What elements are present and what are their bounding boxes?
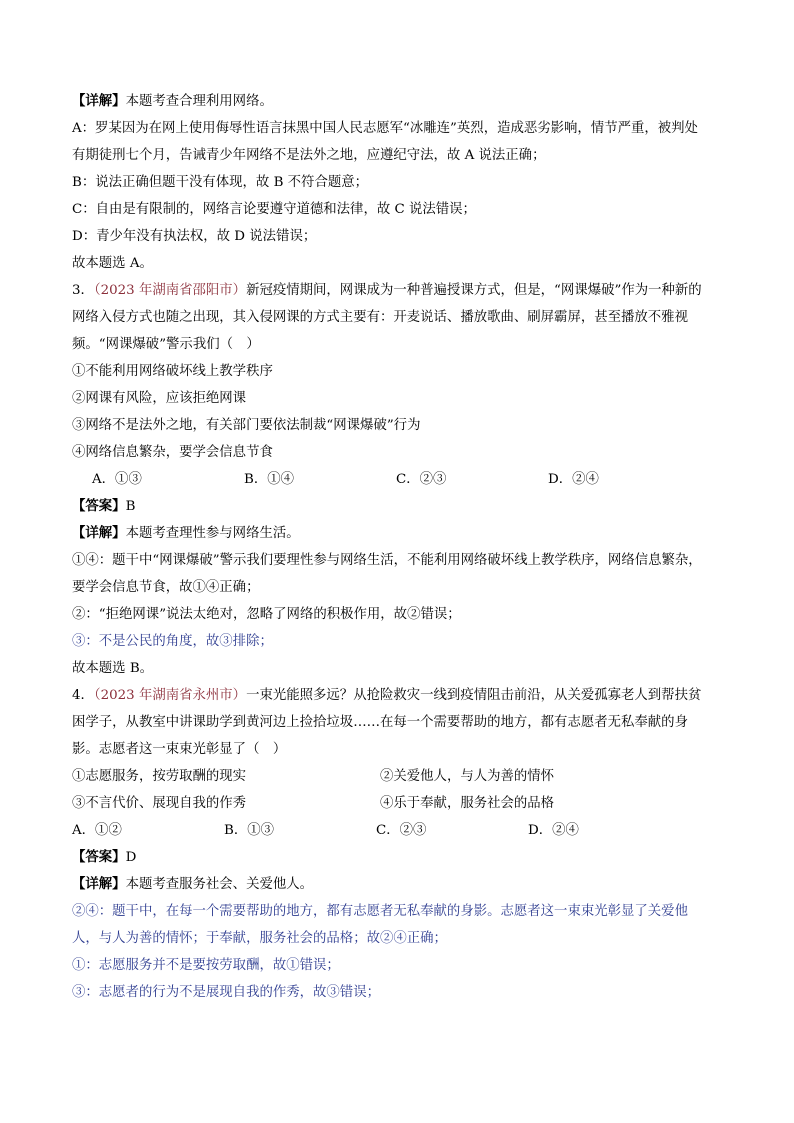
q3-answer	[72, 493, 732, 520]
q4-detail-line3: ①：志愿服务并不是要按劳取酬，故①错误；	[72, 958, 340, 973]
q3-detail-line4: ③：不是公民的角度，故③排除；	[72, 634, 273, 649]
q2-line-a2: 有期徒刑七个月，告诫青少年网络不是法外之地，应遵纪守法，故 A 说法正确；	[72, 148, 546, 163]
q3-detail-line2: 要学会信息节食，故①④正确；	[72, 580, 260, 595]
q3-stem-line2: 网络入侵方式也随之出现，其入侵网课的方式主要有：开麦说话、播放歌曲、刷屏霸屏，甚至播放不雅视	[72, 310, 688, 325]
q3-detail-line1: ①④：题干中“网课爆破”警示我们要理性参与网络生活，不能利用网络破坏线上教学秩序，网络信息繁杂，	[72, 553, 702, 568]
q4-option-b: B．①③	[224, 823, 275, 838]
q2-line-d: D：青少年没有执法权，故 D 说法错误；	[72, 229, 317, 244]
q2-line-a1: A：罗某因为在网上使用侮辱性语言抹黑中国人民志愿军“冰雕连”英烈，造成恶劣影响，情节严重，被判处	[72, 121, 698, 136]
q3-stem-line3: 频。“网课爆破”警示我们（ ）	[72, 337, 260, 352]
q4-detail-line4: ③：志愿者的行为不是展现自我的作秀，故③错误；	[72, 985, 380, 1000]
q4-detail-line1: ②④：题干中，在每一个需要帮助的地方，都有志愿者无私奉献的身影。志愿者这一束束光彰显了关爱他	[72, 904, 688, 919]
q4-stem-line3: 影。志愿者这一束束光彰显了（ ）	[72, 742, 287, 757]
q4-answer-value: D	[125, 850, 137, 865]
q3-conclusion: 故本题选 B。	[72, 661, 154, 676]
q3-number: 3．	[72, 283, 94, 298]
q4-option-a: A．①②	[72, 823, 122, 838]
q4-source: （2023 年湖南省永州市）	[93, 688, 247, 703]
q4-detail-text: 本题考查服务社会、关爱他人。	[125, 877, 314, 892]
q3-answer-value: B	[125, 499, 136, 514]
q4-answer-label: 【答案】	[72, 849, 126, 865]
q2-line-c: C：自由是有限制的，网络言论要遵守道德和法律，故 C 说法错误；	[72, 202, 476, 217]
q4-stem-text1: 一束光能照多远？从抢险救灾一线到疫情阻击前沿，从关爱孤寡老人到帮扶贫	[246, 688, 702, 703]
q3-detail-text: 本题考查理性参与网络生活。	[125, 526, 300, 541]
q3-option-a: A．①③	[92, 472, 142, 487]
q3-stem-line1	[72, 277, 732, 304]
q4-statements-row1	[72, 763, 732, 790]
q4-stem-line2: 困学子，从教室中讲课助学到黄河边上捡拾垃圾……在每一个需要帮助的地方，都有志愿者无私奉献的身	[72, 715, 688, 730]
q3-statement-2: ②网课有风险，应该拒绝网课	[72, 391, 247, 406]
q4-detail-label: 【详解】	[72, 876, 126, 892]
q3-answer-label: 【答案】	[72, 498, 126, 514]
q4-detail-line2: 人，与人为善的情怀；于奉献，服务社会的品格；故②④正确；	[72, 931, 447, 946]
document-page	[72, 88, 732, 1006]
q2-detail-text: 本题考查合理利用网络。	[125, 94, 273, 109]
q2-conclusion: 故本题选 A。	[72, 256, 153, 271]
q2-line-b: B：说法正确但题干没有体现，故 B 不符合题意；	[72, 175, 369, 190]
q3-detail-heading	[72, 520, 732, 547]
q3-detail-label: 【详解】	[72, 525, 126, 541]
q4-answer	[72, 844, 732, 871]
q4-statement-3: ③不言代价、展现自我的作秀	[72, 796, 247, 811]
q3-statement-1: ①不能利用网络破坏线上教学秩序	[72, 364, 273, 379]
q4-detail-heading	[72, 871, 732, 898]
q2-detail-label: 【详解】	[72, 93, 126, 109]
q2-detail-heading	[72, 88, 732, 115]
q3-option-c: C．②③	[396, 472, 447, 487]
q4-option-d: D．②④	[528, 823, 579, 838]
q3-detail-line3: ②：“拒绝网课”说法太绝对，忽略了网络的积极作用，故②错误；	[72, 607, 461, 622]
q3-statement-3: ③网络不是法外之地，有关部门要依法制裁“网课爆破”行为	[72, 418, 421, 433]
q4-number: 4．	[72, 688, 94, 703]
q3-stem-text1: 新冠疫情期间，网课成为一种普遍授课方式，但是，“网课爆破”作为一种新的	[246, 283, 702, 298]
q4-statement-2: ②关爱他人，与人为善的情怀	[380, 769, 555, 784]
q4-stem-line1	[72, 682, 732, 709]
q3-statement-4: ④网络信息繁杂，要学会信息节食	[72, 445, 273, 460]
q4-statement-1: ①志愿服务，按劳取酬的现实	[72, 769, 247, 784]
q4-option-c: C．②③	[376, 823, 427, 838]
q3-options	[72, 466, 732, 493]
q4-options	[72, 817, 732, 844]
q3-option-b: B．①④	[244, 472, 295, 487]
q4-statement-4: ④乐于奉献，服务社会的品格	[380, 796, 555, 811]
q3-option-d: D．②④	[548, 472, 599, 487]
q3-source: （2023 年湖南省邵阳市）	[93, 283, 247, 298]
q4-statements-row2	[72, 790, 732, 817]
